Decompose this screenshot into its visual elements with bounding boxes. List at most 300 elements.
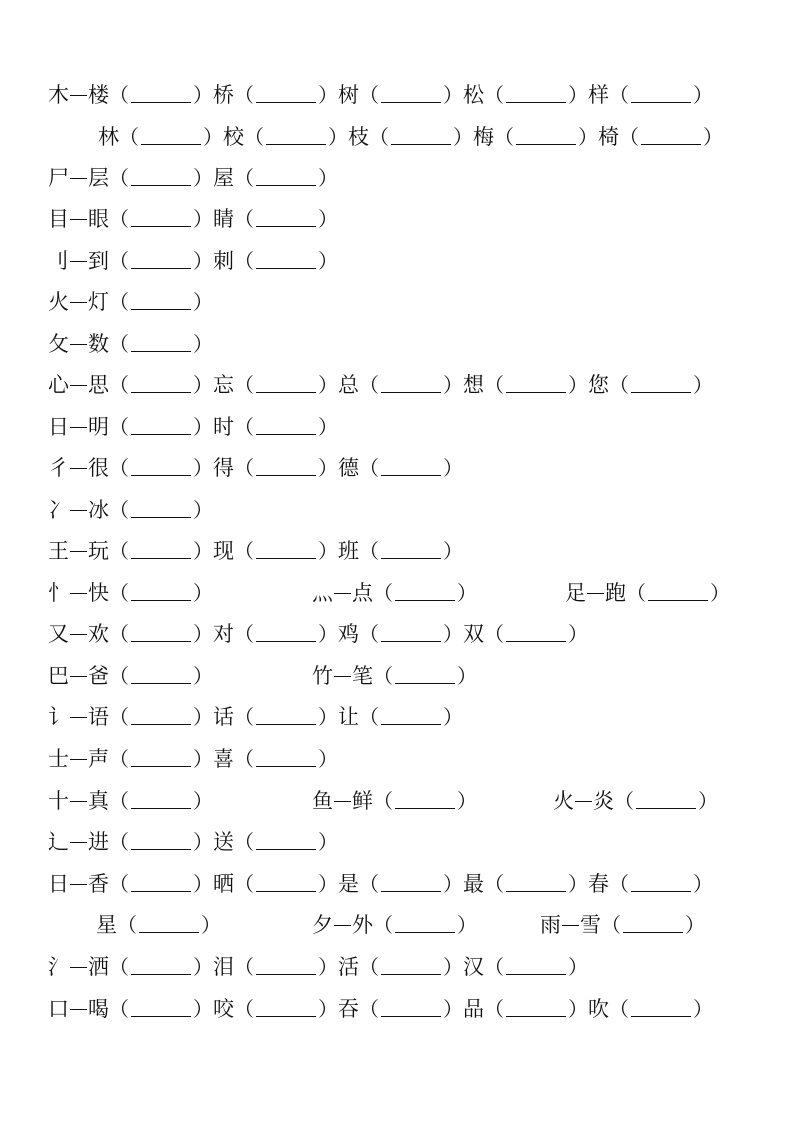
character-word: 班 (338, 539, 359, 563)
radical-group (48, 578, 213, 608)
open-paren: （ (109, 456, 129, 480)
answer-blank[interactable] (381, 453, 441, 476)
open-paren: （ (234, 622, 254, 646)
radical-char: 鱼 (312, 789, 333, 813)
close-paren: ） (193, 415, 213, 439)
radical-group (48, 453, 463, 483)
close-paren: ） (453, 125, 473, 149)
radical-char: 目 (48, 207, 69, 231)
worksheet-row (0, 661, 793, 691)
character-word: 玩 (88, 539, 109, 563)
radical-group (48, 329, 213, 359)
open-paren: （ (234, 747, 254, 771)
worksheet-row (0, 910, 793, 940)
open-paren: （ (109, 747, 129, 771)
answer-blank[interactable] (256, 744, 316, 767)
open-paren: （ (109, 249, 129, 273)
word-entry (338, 869, 463, 899)
word-entry (88, 661, 213, 691)
character-word: 鸡 (338, 622, 359, 646)
radical-char: 士 (48, 747, 69, 771)
worksheet-row (0, 536, 793, 566)
worksheet-row (0, 80, 793, 110)
open-paren: （ (359, 622, 379, 646)
close-paren: ） (693, 83, 713, 107)
word-entry (96, 910, 221, 940)
answer-blank[interactable] (266, 122, 326, 145)
open-paren: （ (109, 415, 129, 439)
close-paren: ） (568, 872, 588, 896)
character-word: 快 (88, 581, 109, 605)
open-paren: （ (109, 955, 129, 979)
open-paren: （ (484, 83, 504, 107)
close-paren: ） (685, 913, 705, 937)
answer-blank[interactable] (131, 453, 191, 476)
word-entry (338, 80, 463, 110)
answer-blank[interactable] (256, 952, 316, 975)
worksheet-row (0, 453, 793, 483)
answer-blank[interactable] (131, 287, 191, 310)
answer-blank[interactable] (256, 619, 316, 642)
answer-blank[interactable] (395, 786, 455, 809)
word-entry (88, 287, 213, 317)
character-word: 梅 (473, 125, 494, 149)
open-paren: （ (109, 332, 129, 356)
answer-blank[interactable] (623, 910, 683, 933)
close-paren: ） (193, 830, 213, 854)
character-word: 树 (338, 83, 359, 107)
radical-dash (333, 786, 352, 816)
answer-blank[interactable] (131, 329, 191, 352)
answer-blank[interactable] (381, 869, 441, 892)
character-word: 点 (352, 581, 373, 605)
close-paren: ） (443, 705, 463, 729)
character-word: 楼 (88, 83, 109, 107)
close-paren: ） (193, 83, 213, 107)
answer-blank[interactable] (391, 122, 451, 145)
character-word: 到 (88, 249, 109, 273)
radical-group (48, 536, 463, 566)
word-entry (338, 536, 463, 566)
word-entry (338, 702, 463, 732)
word-entry (338, 994, 463, 1024)
radical-dash (69, 536, 88, 566)
answer-blank[interactable] (631, 869, 691, 892)
radical-dash (69, 869, 88, 899)
word-entry (463, 80, 588, 110)
worksheet-row (0, 619, 793, 649)
close-paren: ） (193, 290, 213, 314)
character-word: 最 (463, 872, 484, 896)
word-entry (588, 994, 713, 1024)
character-word: 声 (88, 747, 109, 771)
answer-blank[interactable] (131, 619, 191, 642)
answer-blank[interactable] (506, 869, 566, 892)
open-paren: （ (373, 789, 393, 813)
character-word: 外 (352, 913, 373, 937)
character-word: 现 (213, 539, 234, 563)
open-paren: （ (109, 207, 129, 231)
open-paren: （ (234, 997, 254, 1021)
answer-blank[interactable] (395, 910, 455, 933)
answer-blank[interactable] (256, 370, 316, 393)
answer-blank[interactable] (256, 994, 316, 1017)
open-paren: （ (234, 955, 254, 979)
radical-dash (69, 370, 88, 400)
close-paren: ） (443, 997, 463, 1021)
answer-blank[interactable] (131, 370, 191, 393)
answer-blank[interactable] (381, 80, 441, 103)
open-paren: （ (609, 997, 629, 1021)
character-word: 雪 (580, 913, 601, 937)
answer-blank[interactable] (131, 661, 191, 684)
answer-blank[interactable] (256, 163, 316, 186)
word-entry (348, 122, 473, 152)
close-paren: ） (318, 207, 338, 231)
close-paren: ） (443, 83, 463, 107)
word-entry (213, 246, 338, 276)
answer-blank[interactable] (631, 370, 691, 393)
character-word: 语 (88, 705, 109, 729)
open-paren: （ (601, 913, 621, 937)
open-paren: （ (484, 373, 504, 397)
character-word: 欢 (88, 622, 109, 646)
character-word: 睛 (213, 207, 234, 231)
answer-blank[interactable] (131, 952, 191, 975)
open-paren: （ (109, 664, 129, 688)
close-paren: ） (193, 789, 213, 813)
answer-blank[interactable] (256, 453, 316, 476)
close-paren: ） (568, 955, 588, 979)
close-paren: ） (443, 456, 463, 480)
close-paren: ） (193, 166, 213, 190)
radical-char: 灬 (312, 581, 333, 605)
character-word: 冰 (88, 498, 109, 522)
answer-blank[interactable] (131, 869, 191, 892)
open-paren: （ (494, 125, 514, 149)
word-entry (88, 578, 213, 608)
radical-char: 竹 (312, 664, 333, 688)
radical-char: 攵 (48, 332, 69, 356)
radical-group (565, 578, 730, 608)
word-entry (338, 619, 463, 649)
close-paren: ） (443, 622, 463, 646)
character-word: 忘 (213, 373, 234, 397)
close-paren: ） (193, 997, 213, 1021)
word-entry (88, 329, 213, 359)
word-entry (213, 869, 338, 899)
radical-dash (69, 287, 88, 317)
answer-blank[interactable] (506, 994, 566, 1017)
answer-blank[interactable] (131, 702, 191, 725)
word-entry (352, 578, 477, 608)
radical-group (48, 661, 213, 691)
worksheet-row (0, 869, 793, 899)
open-paren: （ (234, 539, 254, 563)
close-paren: ） (318, 747, 338, 771)
word-entry (213, 163, 338, 193)
answer-blank[interactable] (131, 827, 191, 850)
open-paren: （ (609, 373, 629, 397)
word-entry (88, 246, 213, 276)
word-entry (463, 619, 588, 649)
radical-group (48, 910, 221, 940)
answer-blank[interactable] (395, 661, 455, 684)
close-paren: ） (443, 872, 463, 896)
open-paren: （ (359, 539, 379, 563)
open-paren: （ (614, 789, 634, 813)
close-paren: ） (193, 249, 213, 273)
open-paren: （ (234, 373, 254, 397)
character-word: 刺 (213, 249, 234, 273)
answer-blank[interactable] (636, 786, 696, 809)
open-paren: （ (234, 415, 254, 439)
word-entry (593, 786, 718, 816)
character-word: 香 (88, 872, 109, 896)
close-paren: ） (318, 830, 338, 854)
word-entry (88, 163, 213, 193)
radical-group (48, 370, 713, 400)
close-paren: ） (318, 997, 338, 1021)
open-paren: （ (109, 705, 129, 729)
radical-dash (69, 329, 88, 359)
answer-blank[interactable] (131, 204, 191, 227)
open-paren: （ (109, 622, 129, 646)
radical-dash (69, 204, 88, 234)
answer-blank[interactable] (256, 204, 316, 227)
word-entry (588, 370, 713, 400)
radical-group (312, 786, 477, 816)
radical-dash (586, 578, 605, 608)
worksheet-row (0, 827, 793, 857)
open-paren: （ (373, 913, 393, 937)
radical-group (48, 869, 713, 899)
answer-blank[interactable] (131, 536, 191, 559)
character-word: 进 (88, 830, 109, 854)
character-word: 爸 (88, 664, 109, 688)
character-word: 松 (463, 83, 484, 107)
word-entry (88, 952, 213, 982)
answer-blank[interactable] (131, 80, 191, 103)
character-word: 德 (338, 456, 359, 480)
character-word: 得 (213, 456, 234, 480)
word-entry (588, 869, 713, 899)
worksheet-row (0, 246, 793, 276)
radical-dash (69, 994, 88, 1024)
open-paren: （ (117, 913, 137, 937)
open-paren: （ (234, 872, 254, 896)
word-entry (463, 994, 588, 1024)
open-paren: （ (359, 997, 379, 1021)
open-paren: （ (109, 997, 129, 1021)
answer-blank[interactable] (381, 536, 441, 559)
word-entry (352, 786, 477, 816)
answer-blank[interactable] (641, 122, 701, 145)
radical-group (48, 80, 713, 110)
radical-group (48, 994, 713, 1024)
answer-blank[interactable] (131, 412, 191, 435)
word-entry (213, 204, 338, 234)
character-word: 吞 (338, 997, 359, 1021)
word-entry (338, 952, 463, 982)
worksheet-row (0, 412, 793, 442)
answer-blank[interactable] (395, 578, 455, 601)
open-paren: （ (359, 373, 379, 397)
open-paren: （ (244, 125, 264, 149)
close-paren: ） (193, 539, 213, 563)
answer-blank[interactable] (631, 994, 691, 1017)
answer-blank[interactable] (648, 578, 708, 601)
answer-blank[interactable] (256, 702, 316, 725)
radical-group (48, 952, 588, 982)
close-paren: ） (703, 125, 723, 149)
open-paren: （ (234, 166, 254, 190)
character-word: 品 (463, 997, 484, 1021)
word-entry (88, 702, 213, 732)
open-paren: （ (109, 830, 129, 854)
answer-blank[interactable] (256, 827, 316, 850)
answer-blank[interactable] (131, 994, 191, 1017)
open-paren: （ (109, 83, 129, 107)
radical-dash (69, 619, 88, 649)
worksheet-row (0, 495, 793, 525)
character-word: 层 (88, 166, 109, 190)
answer-blank[interactable] (381, 952, 441, 975)
answer-blank[interactable] (506, 80, 566, 103)
close-paren: ） (568, 997, 588, 1021)
answer-blank[interactable] (516, 122, 576, 145)
open-paren: （ (484, 955, 504, 979)
word-entry (338, 453, 463, 483)
open-paren: （ (234, 207, 254, 231)
character-word: 时 (213, 415, 234, 439)
word-entry (213, 952, 338, 982)
answer-blank[interactable] (631, 80, 691, 103)
radical-group (48, 204, 338, 234)
word-entry (213, 744, 338, 774)
radical-dash (69, 412, 88, 442)
answer-blank[interactable] (256, 869, 316, 892)
radical-char: 日 (48, 872, 69, 896)
answer-blank[interactable] (131, 246, 191, 269)
character-word: 眼 (88, 207, 109, 231)
answer-blank[interactable] (256, 536, 316, 559)
open-paren: （ (109, 789, 129, 813)
answer-blank[interactable] (506, 370, 566, 393)
answer-blank[interactable] (131, 578, 191, 601)
answer-blank[interactable] (381, 702, 441, 725)
character-word: 枝 (348, 125, 369, 149)
worksheet-row (0, 370, 793, 400)
close-paren: ） (578, 125, 598, 149)
answer-blank[interactable] (381, 619, 441, 642)
close-paren: ） (193, 955, 213, 979)
answer-blank[interactable] (131, 786, 191, 809)
word-entry (213, 80, 338, 110)
radical-group (48, 412, 338, 442)
character-word: 样 (588, 83, 609, 107)
character-word: 送 (213, 830, 234, 854)
open-paren: （ (109, 373, 129, 397)
radical-char: 彳 (48, 456, 69, 480)
close-paren: ） (318, 872, 338, 896)
close-paren: ） (568, 373, 588, 397)
open-paren: （ (359, 955, 379, 979)
close-paren: ） (193, 664, 213, 688)
character-word: 跑 (605, 581, 626, 605)
radical-char: 足 (565, 581, 586, 605)
character-word: 笔 (352, 664, 373, 688)
character-word: 桥 (213, 83, 234, 107)
answer-blank[interactable] (381, 370, 441, 393)
character-word: 春 (588, 872, 609, 896)
answer-blank[interactable] (141, 122, 201, 145)
close-paren: ） (698, 789, 718, 813)
radical-char: 辶 (48, 830, 69, 854)
radical-char: 忄 (48, 581, 69, 605)
word-entry (213, 536, 338, 566)
radical-char: 日 (48, 415, 69, 439)
answer-blank[interactable] (256, 246, 316, 269)
worksheet-row (0, 287, 793, 317)
answer-blank[interactable] (256, 80, 316, 103)
close-paren: ） (203, 125, 223, 149)
close-paren: ） (318, 166, 338, 190)
worksheet-row (0, 786, 793, 816)
character-word: 活 (338, 955, 359, 979)
radical-dash (69, 661, 88, 691)
word-entry (598, 122, 723, 152)
answer-blank[interactable] (506, 952, 566, 975)
word-entry (88, 495, 213, 525)
answer-blank[interactable] (131, 495, 191, 518)
radical-group (48, 744, 338, 774)
radical-group (48, 702, 463, 732)
radical-dash (69, 246, 88, 276)
close-paren: ） (193, 747, 213, 771)
character-word: 数 (88, 332, 109, 356)
word-entry (88, 744, 213, 774)
word-entry (88, 827, 213, 857)
word-entry (213, 702, 338, 732)
answer-blank[interactable] (131, 163, 191, 186)
open-paren: （ (484, 622, 504, 646)
answer-blank[interactable] (256, 412, 316, 435)
open-paren: （ (609, 83, 629, 107)
answer-blank[interactable] (139, 910, 199, 933)
character-word: 总 (338, 373, 359, 397)
word-entry (463, 952, 588, 982)
character-word: 双 (463, 622, 484, 646)
close-paren: ） (193, 705, 213, 729)
worksheet-row (0, 122, 793, 152)
word-entry (463, 869, 588, 899)
radical-dash (69, 578, 88, 608)
word-entry (580, 910, 705, 940)
word-entry (338, 370, 463, 400)
character-word: 咬 (213, 997, 234, 1021)
answer-blank[interactable] (381, 994, 441, 1017)
answer-blank[interactable] (506, 619, 566, 642)
word-entry (88, 453, 213, 483)
answer-blank[interactable] (131, 744, 191, 767)
worksheet-row (0, 702, 793, 732)
worksheet-row (0, 744, 793, 774)
open-paren: （ (359, 456, 379, 480)
worksheet-row (0, 163, 793, 193)
radical-group (48, 246, 338, 276)
radical-char: 十 (48, 789, 69, 813)
